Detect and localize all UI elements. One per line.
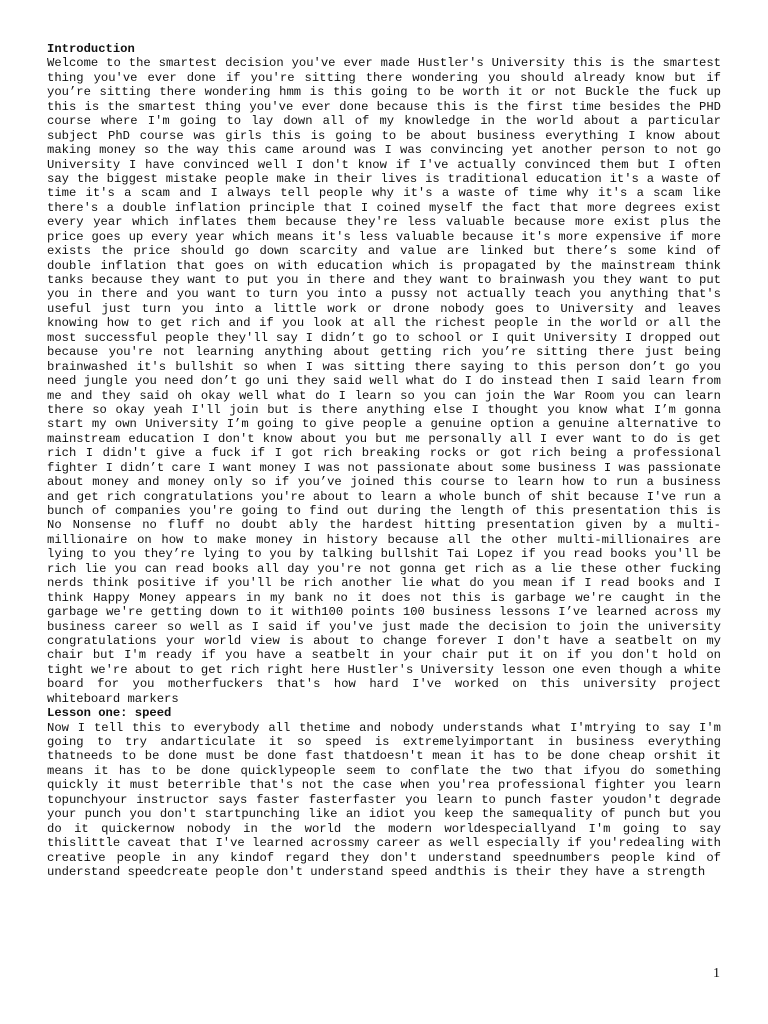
document-page (47, 42, 721, 879)
section-body-lesson-one: Now I tell this to everybody all thetime and nobody understands what I'mtrying to say I'm going to try andarticulate it so speed is extremelyimportant in business everything thatneeds to be done must be done fast thatdoesn't mean it has to be done cheap orshit it means it has to be done quicklypeople seem to conflate the two that ifyou do something quickly it must beterrible that's not the case when you'rea professional fighter you learn topunchyour instructor says faster fasterfaster you learn to punch faster youdon't degrade your punch you don't startpunching like an idiot you keep the samequality of punch but you do it quickernow nobody in the world the modern worldespeciallyand I'm going to say thislittle caveat that I've learned acrossmy career as well especially if you'redealing with creative people in any kindof regard they don't understand speednumbers people kind of understand speedcreate people don't understand speed andthis is their they have a strength (47, 720, 721, 879)
section-introduction (47, 42, 721, 706)
section-lesson-one (47, 706, 721, 879)
section-body-introduction: Welcome to the smartest decision you've ever made Hustler's University this is the smartest thing you've ever done if you're sitting there wondering you should already know but if you’re sitting there wondering hmm is this going to be worth it or not Buckle the fuck up this is the smartest thing you've ever done because this is the first time besides the PHD course where I'm going to lay down all of my knowledge in the world about a particular subject PhD course was girls this is going to be about business everything I know about making money so the way this came around was I was convincing yet another person to not go University I have convinced well I don't know if I've actually convinced them but I often say the biggest mistake people make in their lives is traditional education it's a waste of time it's a scam and I always tell people why it's a waste of time why it's a scam like there's a double inflation principle that I coined myself the fact that more degrees exist every year which inflates them because they're less valuable because more exist plus the price goes up every year which means it's less valuable because it's more expensive if more exists the price should go down scarcity and value are linked but there’s some kind of double inflation that goes on with education which is propagated by the mainstream think tanks because they want to put you in there and they want to brainwash you they want to put you in there and you want to turn you into a pussy not actually teach you anything that's useful just turn you into a little work or drone nobody goes to University and leaves knowing how to get rich and if you look at all the richest people in the world or all the most successful people they'll say I didn’t go to school or I quit University I dropped out because you're not learning anything about getting rich you’re sitting there just being brainwashed it's bullshit so when I was sitting there saying to this person don’t go you need jungle you need don’t go uni they said well what do I do instead then I said learn from me and they said oh okay well what do I learn so you can join the War Room you can learn there so okay yeah I'll join but is there anything else I thought you know what I’m gonna start my own University I’m going to give people a genuine option a genuine alternative to mainstream education I don't know about you but me personally all I ever want to do is get rich I didn't give a fuck if I got rich breaking rocks or got rich being a professional fighter I didn’t care I want money I was not passionate about some business I was passionate about money and money only so if you’ve joined this course to learn how to run a business and get rich congratulations you're about to learn a whole bunch of shit because I've run a bunch of companies you're going to find out during the length of this presentation this is No Nonsense no fluff no doubt ably the hardest hitting presentation given by a multi-millionaire on how to make money in history because all the other multi-millionaires are lying to you they’re lying to you by talking bullshit Tai Lopez if you read books you'll be rich lie you can read books all day you're not gonna get rich as a lie these other fucking nerds think positive if you'll be rich another lie what do you mean if I read books and I think Happy Money appears in my bank no it does not this is garbage we're caught in the garbage we're getting down to it with100 points 100 business lessons I’ve learned across my business career so well as I said if you've just made the decision to join the university congratulations your world view is about to change forever I don't have a seatbelt on my chair but I'm ready if you have a seatbelt in your chair put it on if you don't hold on tight we're about to get rich right here Hustler's University lesson one even though a white board for you motherfuckers that's how hard I've worked on this university project whiteboard markers (47, 56, 721, 706)
page-number: 1 (713, 966, 720, 981)
section-heading-introduction: Introduction (47, 42, 135, 56)
section-heading-lesson-one: Lesson one: speed (47, 706, 172, 721)
